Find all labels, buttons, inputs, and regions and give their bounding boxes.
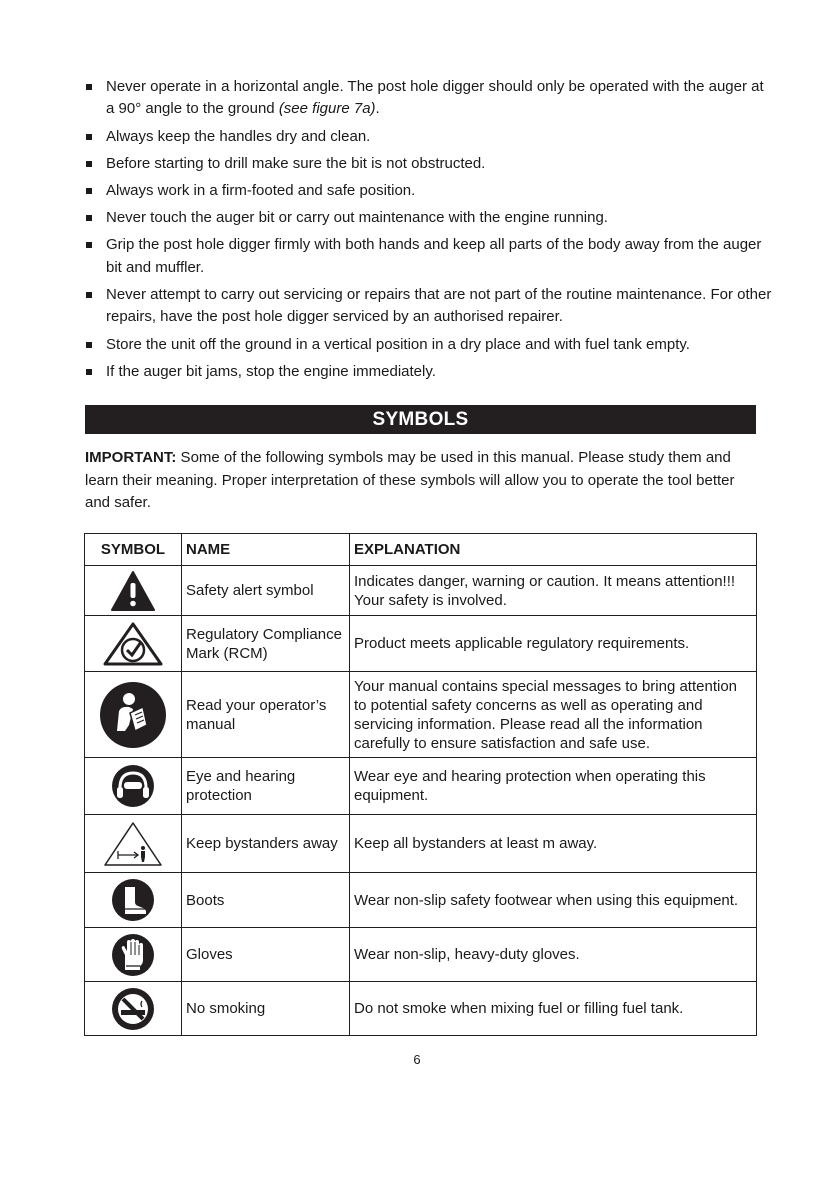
intro-paragraph: IMPORTANT: Some of the following symbols may be used in this manual. Please study them and learn their meaning. Proper interpretation of these symbols will allow you to operate the tool better and safer. (85, 449, 735, 511)
table-row (85, 616, 757, 672)
square-bullet-icon (86, 215, 92, 221)
square-bullet-icon (86, 292, 92, 298)
table-row (85, 758, 757, 815)
page-number: 6 (413, 1052, 421, 1067)
bullet-item: Grip the post hole digger firmly with both hands and keep all parts of the body away from the auger bit and muffler. (86, 234, 776, 279)
square-bullet-icon (86, 242, 92, 248)
symbol-name: Eye and hearing protection (182, 758, 350, 815)
boots-icon (111, 878, 155, 922)
header-symbol: SYMBOL (85, 534, 182, 566)
bullet-item: Store the unit off the ground in a vertical position in a dry place and with fuel tank empty. (86, 334, 776, 356)
square-bullet-icon (86, 134, 92, 140)
read-manual-icon (99, 681, 167, 749)
bullet-item: Before starting to drill make sure the bit is not obstructed. (86, 153, 776, 175)
symbol-explanation: Your manual contains special messages to bring attention to potential safety concerns as well as operating and servicing information. Please read all the information carefully to ensure satisfaction and safe use. (350, 672, 757, 758)
table-row (85, 873, 757, 928)
safety-bullet-list (86, 76, 776, 388)
symbol-explanation: Wear non-slip, heavy-duty gloves. (350, 928, 757, 982)
square-bullet-icon (86, 369, 92, 375)
bullet-item: Never operate in a horizontal angle. The post hole digger should only be operated with the auger at a 90° angle to the ground (see figure 7a). (86, 76, 776, 121)
square-bullet-icon (86, 342, 92, 348)
safety-alert-icon (110, 570, 156, 612)
symbols-table (84, 533, 757, 1036)
table-row (85, 982, 757, 1036)
important-label: IMPORTANT: (85, 449, 177, 466)
symbol-name: Safety alert symbol (182, 566, 350, 616)
no-smoking-icon (111, 987, 155, 1031)
table-row (85, 566, 757, 616)
gloves-icon (111, 933, 155, 977)
eye-hearing-protection-icon (111, 764, 155, 808)
section-title-banner: SYMBOLS (85, 405, 756, 434)
square-bullet-icon (86, 188, 92, 194)
symbol-name: Keep bystanders away (182, 815, 350, 873)
table-row (85, 928, 757, 982)
header-explanation: EXPLANATION (350, 534, 757, 566)
square-bullet-icon (86, 161, 92, 167)
keep-bystanders-away-icon (102, 820, 164, 868)
symbol-explanation: Product meets applicable regulatory requirements. (350, 616, 757, 672)
bullet-item: Always work in a firm-footed and safe position. (86, 180, 776, 202)
symbol-name: No smoking (182, 982, 350, 1036)
symbol-explanation: Wear eye and hearing protection when operating this equipment. (350, 758, 757, 815)
bullet-item: Never attempt to carry out servicing or repairs that are not part of the routine maintenance. For other repairs, have the post hole digger serviced by an authorised repairer. (86, 284, 776, 329)
table-header-row (85, 534, 757, 566)
square-bullet-icon (86, 84, 92, 90)
symbol-name: Read your operator’s manual (182, 672, 350, 758)
rcm-mark-icon (101, 620, 165, 668)
symbol-explanation: Wear non-slip safety footwear when using this equipment. (350, 873, 757, 928)
table-row (85, 815, 757, 873)
table-row (85, 672, 757, 758)
symbol-explanation: Do not smoke when mixing fuel or filling fuel tank. (350, 982, 757, 1036)
bullet-item: If the auger bit jams, stop the engine immediately. (86, 361, 776, 383)
symbol-name: Regulatory Compliance Mark (RCM) (182, 616, 350, 672)
symbol-name: Boots (182, 873, 350, 928)
bullet-item: Never touch the auger bit or carry out maintenance with the engine running. (86, 207, 776, 229)
figure-reference: (see figure 7a) (278, 100, 376, 118)
symbol-explanation: Indicates danger, warning or caution. It means attention!!! Your safety is involved. (350, 566, 757, 616)
header-name: NAME (182, 534, 350, 566)
symbol-explanation: Keep all bystanders at least m away. (350, 815, 757, 873)
symbol-name: Gloves (182, 928, 350, 982)
bullet-item: Always keep the handles dry and clean. (86, 126, 776, 148)
